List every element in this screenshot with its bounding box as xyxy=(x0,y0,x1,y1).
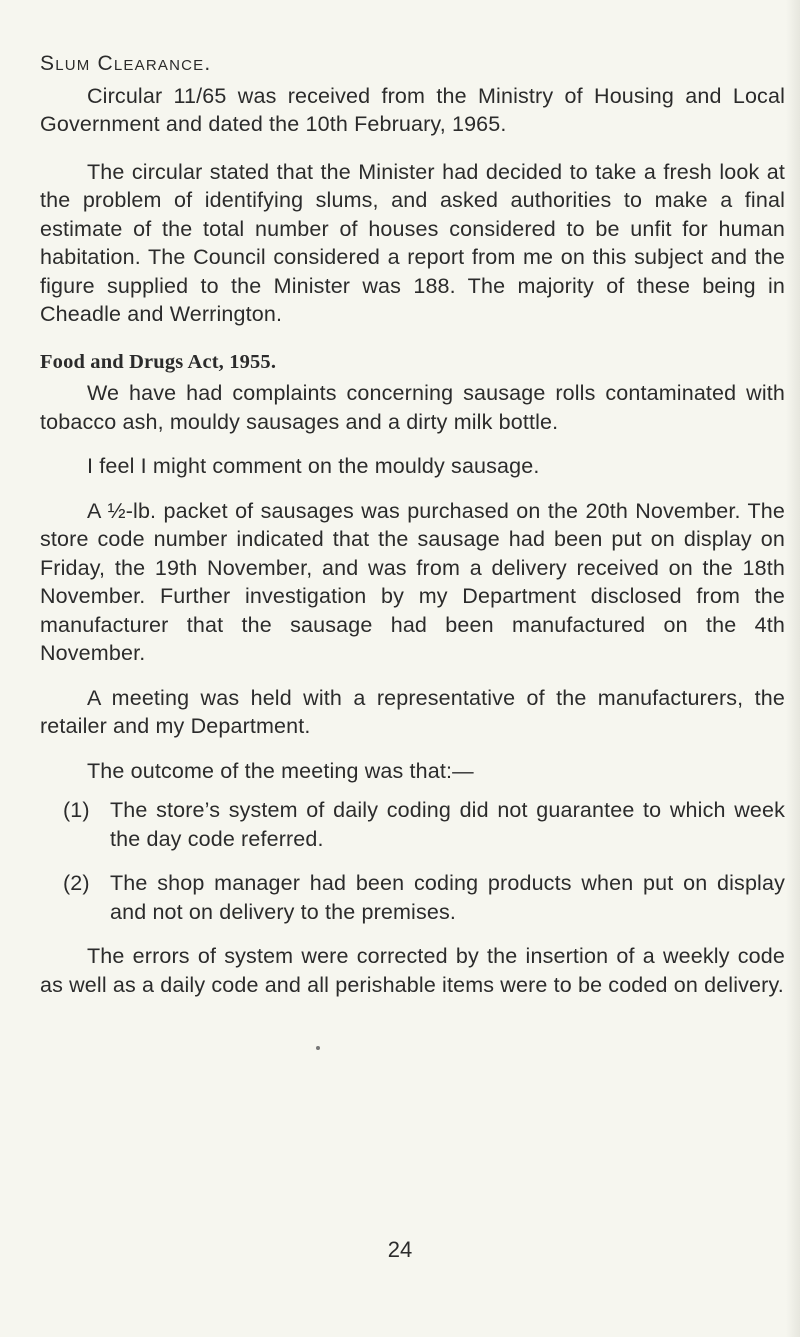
food-and-drugs-paragraph-2: I feel I might comment on the mouldy sausage. xyxy=(87,454,540,478)
food-and-drugs-heading: Food and Drugs Act, 1955. xyxy=(40,350,277,373)
food-and-drugs-paragraph-1: We have had complaints concerning sausage rolls contaminated with tobacco ash, mouldy sausages and a dirty milk bottle. xyxy=(40,381,785,434)
speck xyxy=(316,1046,320,1050)
list-item xyxy=(40,869,785,926)
page-edge-shadow xyxy=(786,0,800,1337)
food-and-drugs-paragraph-4: A meeting was held with a representative of the manufacturers, the retailer and my Department. xyxy=(40,685,785,738)
slum-clearance-paragraph-2: The circular stated that the Minister had decided to take a fresh look at the problem of identifying slums, and asked authorities to make a final estimate of the total number of houses considered to be unfit for human habitation. The Council considered a report from me on this subject and the figure supplied to the Minister was 188. The majority of these being in Cheadle and Werrington. xyxy=(40,159,785,326)
list-item xyxy=(40,796,785,853)
list-item-text: The shop manager had been coding products when put on display and not on delivery to the premises. xyxy=(110,871,785,924)
food-and-drugs-paragraph-5: The outcome of the meeting was that:— xyxy=(87,758,474,783)
food-and-drugs-paragraph-6: The errors of system were corrected by the insertion of a weekly code as well as a daily code and all perishable items were to be coded on delivery. xyxy=(40,944,785,997)
page-number: 24 xyxy=(387,1237,413,1262)
list-item-number: (2) xyxy=(63,871,90,895)
list-item-number: (1) xyxy=(63,798,90,822)
food-and-drugs-paragraph-3: A ½-lb. packet of sausages was purchased on the 20th November. The store code number indicated that the sausage had been put on display on Friday, the 19th November, and was from a delivery received on the 18th November. Further investigation by my Department disclosed from the manufacturer that the sausage had been manufactured on the 4th November. xyxy=(40,498,785,665)
page-body xyxy=(40,50,785,999)
slum-clearance-paragraph-1: Circular 11/65 was received from the Ministry of Housing and Local Government and dated the 10th February, 1965. xyxy=(40,83,785,136)
slum-clearance-heading: Slum Clearance. xyxy=(40,52,212,75)
list-item-text: The store’s system of daily coding did not guarantee to which week the day code referred. xyxy=(110,798,785,851)
